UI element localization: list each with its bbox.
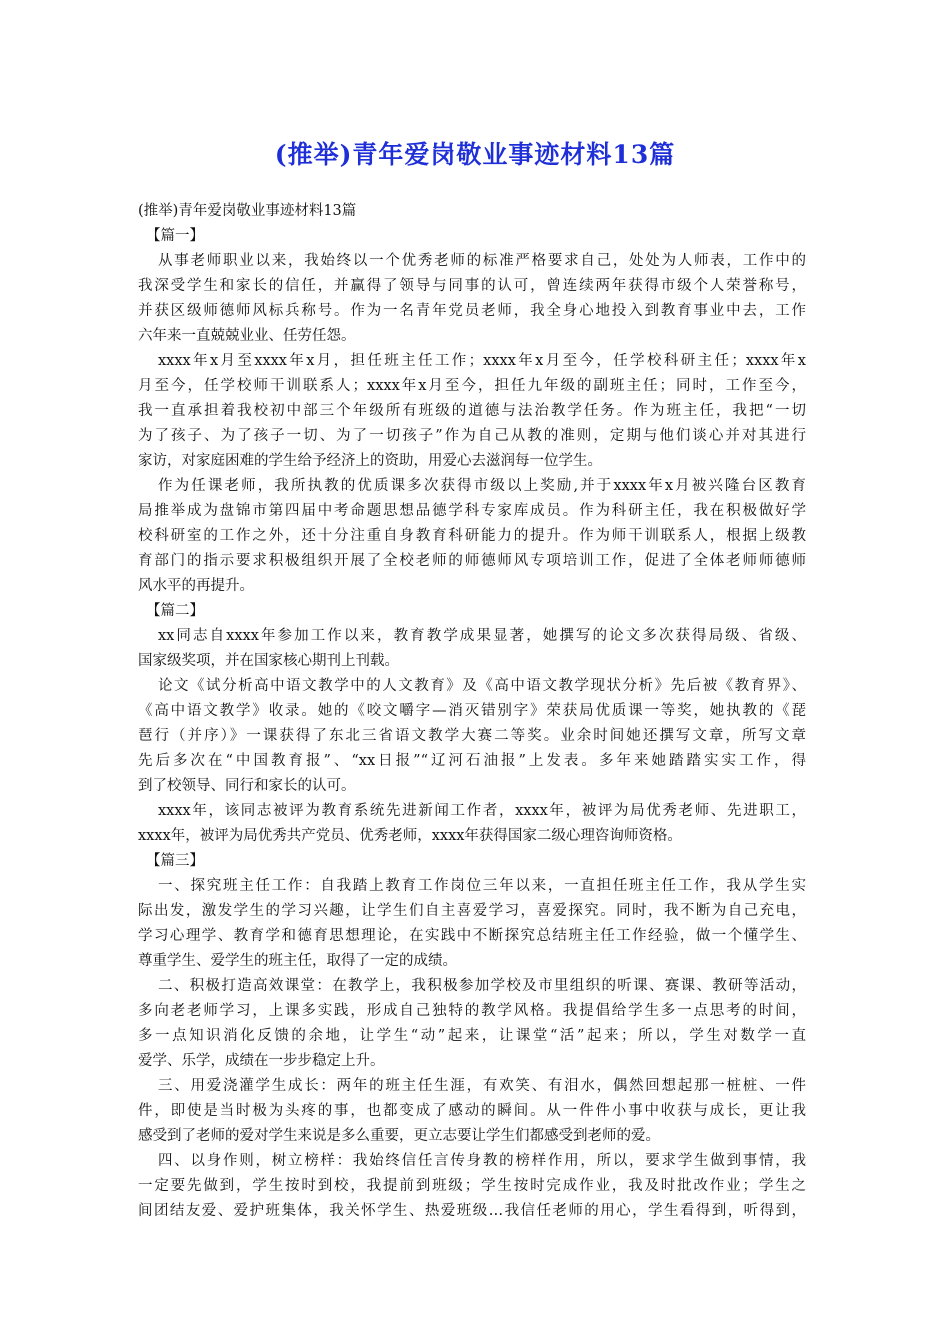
paragraph-line: 我深受学生和家长的信任，并赢得了领导与同事的认可，曾连续两年获得市级个人荣誉称号， <box>138 278 806 294</box>
section-heading: 【篇三】 <box>146 853 204 869</box>
paragraph-line: 育部门的指示要求积极组织开展了全校老师的师德师风专项培训工作，促进了全体老师师德师 <box>138 553 806 569</box>
paragraph-last-line: 爱学、乐学，成绩在一步步稳定上升。 <box>138 1053 385 1069</box>
paragraph-first-line: xx同志自xxxx年参加工作以来，教育教学成果显著，她撰写的论文多次获得局级、省级、 <box>158 628 806 644</box>
paragraph-line: 件，即使是当时极为头疼的事，也都变成了感动的瞬间。从一件件小事中收获与成长，更让我 <box>138 1103 806 1119</box>
paragraph-line: 琶行（并序）》一课获得了东北三省语文教学大赛二等奖。业余时间她还撰写文章，所写文章 <box>138 728 806 744</box>
paragraph-first-line: 作为任课老师，我所执教的优质课多次获得市级以上奖励,并于xxxx年x月被兴隆台区教育 <box>158 478 806 494</box>
document-subtitle: (推举)青年爱岗敬业事迹材料13篇 <box>138 203 357 219</box>
paragraph-line: 我一直承担着我校初中部三个年级所有班级的道德与法治教学任务。作为班主任，我把“一切 <box>138 403 806 419</box>
paragraph-line: 局推举成为盘锦市第四届中考命题思想品德学科专家库成员。作为科研主任，我在积极做好学 <box>138 503 806 519</box>
paragraph-first-line: 一、探究班主任工作：自我踏上教育工作岗位三年以来，一直担任班主任工作，我从学生实 <box>158 878 806 894</box>
paragraph-first-line: 论文《试分析高中语文教学中的人文教育》及《高中语文教学现状分析》先后被《教育界》、 <box>158 678 806 694</box>
paragraph-line: 学习心理学、教育学和德育思想理论，在实践中不断探究总结班主任工作经验，做一个懂学生、 <box>138 928 806 944</box>
paragraph-line: 校科研室的工作之外，还十分注重自身教育科研能力的提升。作为师干训联系人，根据上级教 <box>138 528 806 544</box>
paragraph-last-line: 风水平的再提升。 <box>138 578 254 594</box>
paragraph-line: 《高中语文教学》收录。她的《咬文嚼字—消灭错别字》荣获局优质课一等奖，她执教的《琵 <box>138 703 806 719</box>
paragraph-line: 一定要先做到，学生按时到校，我提前到班级；学生按时完成作业，我及时批改作业；学生之 <box>138 1178 806 1194</box>
paragraph-first-line: 从事老师职业以来，我始终以一个优秀老师的标准严格要求自己，处处为人师表，工作中的 <box>158 253 806 269</box>
paragraph-last-line: 国家级奖项，并在国家核心期刊上刊载。 <box>138 653 399 669</box>
paragraph-last-line: 到了校领导、同行和家长的认可。 <box>138 778 356 794</box>
paragraph-line: 多向老老师学习，上课多实践，形成自己独特的教学风格。我提倡给学生多一点思考的时间， <box>138 1003 806 1019</box>
paragraph-last-line: 家访，对家庭困难的学生给予经济上的资助，用爱心去滋润每一位学生。 <box>138 453 602 469</box>
paragraph-last-line: 尊重学生、爱学生的班主任，取得了一定的成绩。 <box>138 953 457 969</box>
paragraph-line: 先后多次在“中国教育报”、“xx日报”“辽河石油报”上发表。多年来她踏踏实实工作，得 <box>138 753 806 769</box>
paragraph-first-line: xxxx年x月至xxxx年x月，担任班主任工作；xxxx年x月至今，任学校科研主任；xxxx年x <box>158 353 806 369</box>
paragraph-first-line: 四、以身作则，树立榜样：我始终信任言传身教的榜样作用，所以，要求学生做到事情，我 <box>158 1153 806 1169</box>
paragraph-line: 为了孩子、为了孩子一切、为了一切孩子”作为自己从教的准则，定期与他们谈心并对其进行 <box>138 428 806 444</box>
paragraph-line: 际出发，激发学生的学习兴趣，让学生们自主喜爱学习，喜爱探究。同时，我不断为自己充电， <box>138 903 806 919</box>
section-heading: 【篇一】 <box>146 228 204 244</box>
paragraph-first-line: xxxx年，该同志被评为教育系统先进新闻工作者，xxxx年，被评为局优秀老师、先进职工， <box>158 803 806 819</box>
paragraph-line: 多一点知识消化反馈的余地，让学生“动”起来，让课堂“活”起来；所以，学生对数学一直 <box>138 1028 806 1044</box>
document-body <box>138 199 806 1224</box>
paragraph-last-line: xxxx年，被评为局优秀共产党员、优秀老师，xxxx年获得国家二级心理咨询师资格。 <box>138 828 682 844</box>
paragraph-line: 月至今，任学校师干训联系人；xxxx年x月至今，担任九年级的副班主任；同时，工作至今， <box>138 378 806 394</box>
paragraph-line: 并获区级师德师风标兵称号。作为一名青年党员老师，我全身心地投入到教育事业中去，工作 <box>138 303 806 319</box>
paragraph-first-line: 三、用爱浇灌学生成长：两年的班主任生涯，有欢笑、有泪水，偶然回想起那一桩桩、一件 <box>158 1078 806 1094</box>
document-title: (推举)青年爱岗敬业事迹材料13篇 <box>274 140 676 169</box>
paragraph-line: 间团结友爱、爱护班集体，我关怀学生、热爱班级…我信任老师的用心，学生看得到，听得到， <box>138 1203 806 1219</box>
paragraph-last-line: 六年来一直兢兢业业、任劳任怨。 <box>138 328 356 344</box>
paragraph-last-line: 感受到了老师的爱对学生来说是多么重要，更立志要让学生们都感受到老师的爱。 <box>138 1128 660 1144</box>
section-heading: 【篇二】 <box>146 603 204 619</box>
paragraph-first-line: 二、积极打造高效课堂：在教学上，我积极参加学校及市里组织的听课、赛课、教研等活动， <box>158 978 806 994</box>
